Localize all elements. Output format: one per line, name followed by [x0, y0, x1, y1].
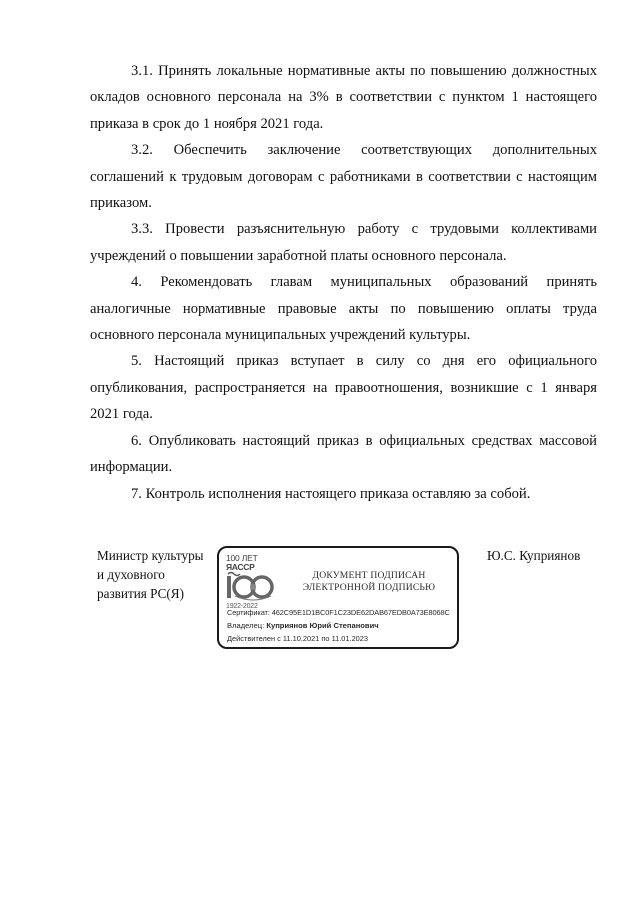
svg-text:ЯАССР: ЯАССР [226, 562, 255, 572]
validity-label: Действителен с [227, 634, 281, 643]
paragraph-3-2: 3.2. Обеспечить заключение соответствующих дополнительных соглашений к трудовым договорам с работниками в соответствии с настоящим приказом. [90, 142, 597, 212]
order-body [90, 58, 597, 507]
valid-to: 11.01.2023 [331, 634, 369, 643]
svg-text:1922-2022: 1922-2022 [226, 603, 258, 610]
valid-from: 11.10.2021 [282, 634, 320, 643]
validity-to-label: по [321, 634, 330, 643]
certificate-value: 462C95E1D1BC0F1C23DE62DAB67EDB0A73E8068C [271, 608, 450, 617]
stamp-title [279, 570, 459, 594]
signer-position: Министр культуры и духовного развития РС(Я) [97, 548, 204, 601]
stamp-certificate [227, 608, 450, 618]
certificate-label: Сертификат: [227, 608, 270, 617]
owner-value: Куприянов Юрий Степанович [266, 621, 379, 630]
paragraph-4: 4. Рекомендовать главам муниципальных образований принять аналогичные нормативные правовые акты по повышению оплаты труда основного персонала муниципальных учреждений культуры. [90, 274, 597, 344]
paragraph-7: 7. Контроль исполнения настоящего приказа оставляю за собой. [131, 485, 531, 502]
stamp-title-line2: ЭЛЕКТРОННОЙ ПОДПИСЬЮ [302, 582, 436, 593]
yassr-100-years-logo-icon [224, 552, 282, 610]
paragraph-3-1: 3.1. Принять локальные нормативные акты по повышению должностных окладов основного персонала на 3% в соответствии с пунктом 1 настоящего приказа в срок до 1 ноября 2021 года. [90, 63, 597, 132]
owner-label: Владелец: [227, 621, 265, 630]
paragraph-6: 6. Опубликовать настоящий приказ в официальных средствах массовой информации. [90, 432, 597, 476]
electronic-signature-stamp [217, 546, 459, 649]
paragraph-3-3: 3.3. Провести разъяснительную работу с трудовыми коллективами учреждений о повышении заработной платы основного персонала. [90, 221, 597, 264]
svg-text:100 ЛЕТ: 100 ЛЕТ [226, 553, 258, 563]
stamp-validity [227, 634, 368, 644]
paragraph-5: 5. Настоящий приказ вступает в силу со дня его официального опубликования, распространяется на правоотношения, возникшие с 1 января 2021 года. [90, 353, 597, 423]
signer-name: Ю.С. Куприянов [487, 548, 581, 563]
stamp-owner [227, 621, 379, 631]
stamp-title-line1: ДОКУМЕНТ ПОДПИСАН [312, 570, 426, 581]
